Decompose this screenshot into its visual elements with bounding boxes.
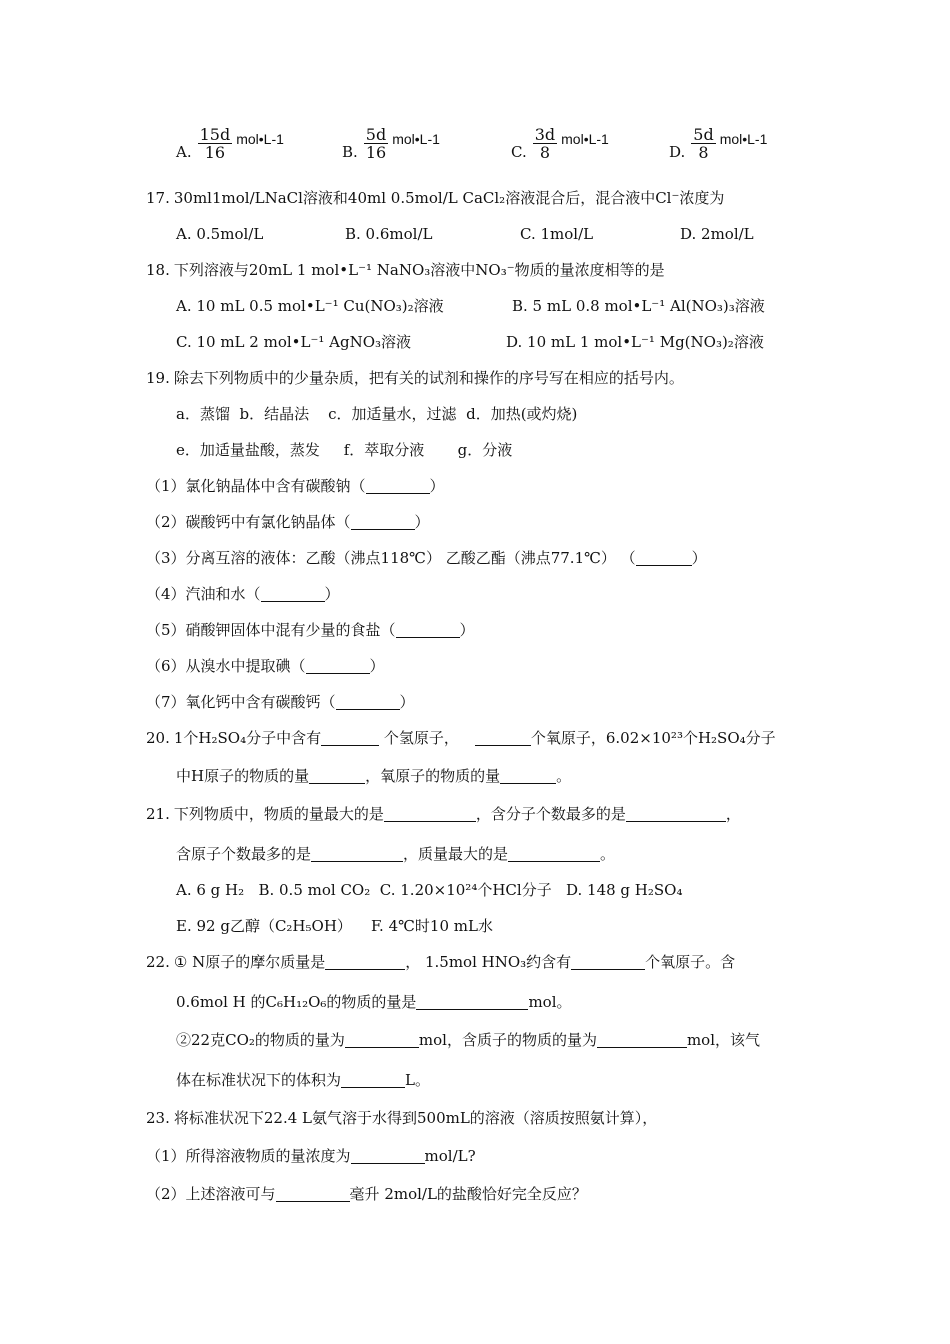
question-text: 0.6mol H 的C₆H₁₂O₆的物质的量是 [176, 993, 417, 1011]
question-text: mol。 [528, 993, 572, 1011]
question-number: 17. [146, 189, 170, 207]
q18-stem [146, 260, 665, 280]
unit: mol•L-1 [392, 131, 440, 147]
q20-line1 [146, 728, 776, 748]
q22-line3 [176, 1030, 760, 1050]
question-number: 20. [146, 729, 170, 747]
answer-blank[interactable] [341, 1072, 405, 1088]
answer-blank[interactable] [261, 586, 325, 602]
q21-options-line1: A. 6 g H₂ B. 0.5 mol CO₂ C. 1.20×10²⁴个HCl分子 D. 148 g H₂SO₄ [176, 881, 683, 899]
q23-sub1 [146, 1146, 476, 1166]
answer-blank[interactable] [500, 768, 556, 784]
unit: mol•L-1 [561, 131, 609, 147]
answer-blank[interactable] [276, 1186, 350, 1202]
item-text: （6）从溴水中提取碘（ [146, 657, 306, 675]
q16-option-d [669, 126, 767, 161]
q19-item-6 [146, 656, 385, 676]
q23-sub2 [146, 1184, 587, 1204]
q21-options-line2: E. 92 g乙醇（C₂H₅OH） F. 4℃时10 mL水 [176, 917, 493, 935]
q19-reagents-line2: e．加适量盐酸，蒸发 f．萃取分液 g．分液 [176, 441, 513, 459]
item-text: （1）氯化钠晶体中含有碳酸钠（ [146, 477, 366, 495]
denominator: 16 [204, 143, 226, 162]
q16-option-c [511, 126, 609, 161]
question-number: 23. [146, 1109, 170, 1127]
q18-option-b: B. 5 mL 0.8 mol•L⁻¹ Al(NO₃)₃溶液 [512, 297, 765, 315]
answer-blank[interactable] [571, 954, 645, 970]
item-text: （7）氧化钙中含有碳酸钙（ [146, 693, 336, 711]
answer-blank[interactable] [311, 846, 403, 862]
question-number: 22. [146, 953, 170, 971]
unit: mol•L-1 [719, 131, 768, 147]
answer-blank[interactable] [345, 1032, 419, 1048]
close-paren: ） [369, 657, 385, 675]
question-number: 19. [146, 369, 170, 387]
fraction [691, 126, 715, 161]
q17-stem [146, 188, 724, 208]
question-text: ，质量最大的是 [403, 845, 509, 863]
answer-blank[interactable] [325, 954, 405, 970]
fraction [198, 126, 233, 161]
numerator: 3d [534, 125, 556, 144]
question-text: 下列溶液与20mL 1 mol•L⁻¹ NaNO₃溶液中NO₃⁻物质的量浓度相等的是 [173, 261, 665, 279]
answer-blank[interactable] [475, 730, 531, 746]
question-text: ②22克CO₂的物质的量为 [176, 1031, 345, 1049]
q18-option-a: A. 10 mL 0.5 mol•L⁻¹ Cu(NO₃)₂溶液 [176, 297, 444, 315]
close-paren: ） [429, 477, 445, 495]
answer-blank[interactable] [351, 514, 415, 530]
q17-option-d: D. 2mol/L [680, 225, 754, 243]
q17-option-c: C. 1mol/L [520, 225, 594, 243]
question-number: 18. [146, 261, 170, 279]
close-paren: ） [324, 585, 340, 603]
q19-item-2 [146, 512, 430, 532]
q16-option-a [176, 126, 284, 161]
q18-option-d: D. 10 mL 1 mol•L⁻¹ Mg(NO₃)₂溶液 [506, 333, 764, 351]
answer-blank[interactable] [597, 1032, 687, 1048]
question-text: mol，含质子的物质的量为 [418, 1031, 597, 1049]
q17-option-b: B. 0.6mol/L [345, 225, 433, 243]
numerator: 15d [199, 125, 231, 144]
denominator: 8 [698, 143, 709, 162]
q19-item-4 [146, 584, 340, 604]
question-text: 个氢原子， [379, 729, 459, 747]
denominator: 16 [365, 143, 387, 162]
option-letter: D. [669, 143, 686, 161]
item-text: （5）硝酸钾固体中混有少量的食盐（ [146, 621, 396, 639]
question-text: 个氧原子。含 [645, 953, 736, 971]
question-text: （2）上述溶液可与 [146, 1185, 276, 1203]
answer-blank[interactable] [396, 622, 460, 638]
question-text: 30ml1mol/LNaCl溶液和40ml 0.5mol/L CaCl₂溶液混合后，混合液中Cl⁻浓度为 [173, 189, 725, 207]
question-text: ， [725, 805, 741, 823]
unit: mol•L-1 [236, 131, 284, 147]
question-text: 体在标准状况下的体积为 [176, 1071, 342, 1089]
question-text: 中H原子的物质的量 [176, 767, 310, 785]
answer-blank[interactable] [416, 994, 528, 1010]
question-text: 。 [600, 845, 616, 863]
q21-line1 [146, 804, 741, 824]
question-text: （1）所得溶液物质的量浓度为 [146, 1147, 351, 1165]
q20-line2 [176, 766, 571, 786]
question-text: mol，该气 [686, 1031, 761, 1049]
fraction [533, 126, 557, 161]
question-text: ， 1.5mol HNO₃约含有 [405, 953, 572, 971]
q21-line2 [176, 844, 615, 864]
answer-blank[interactable] [351, 1148, 425, 1164]
question-text: mol/L? [424, 1147, 476, 1165]
q19-item-7 [146, 692, 415, 712]
close-paren: ） [691, 549, 707, 567]
answer-blank[interactable] [336, 694, 400, 710]
q22-line2 [176, 992, 572, 1012]
q22-line4 [176, 1070, 430, 1090]
item-text: （3）分离互溶的液体：乙酸（沸点118℃） 乙酸乙酯（沸点77.1℃） （ [146, 549, 636, 567]
question-text: 将标准状况下22.4 L氨气溶于水得到500mL的溶液（溶质按照氨计算）， [173, 1109, 658, 1127]
q23-stem [146, 1108, 657, 1128]
q19-reagents-line1: a．蒸馏 b．结晶法 c．加适量水，过滤 d．加热(或灼烧) [176, 405, 578, 423]
question-text: 个氧原子，6.02×10²³个H₂SO₄分子 [530, 729, 776, 747]
q18-option-c: C. 10 mL 2 mol•L⁻¹ AgNO₃溶液 [176, 333, 412, 351]
close-paren: ） [414, 513, 430, 531]
question-number: 21. [146, 805, 170, 823]
q19-stem [146, 368, 684, 388]
answer-blank[interactable] [309, 768, 365, 784]
q19-item-1 [146, 476, 445, 496]
answer-blank[interactable] [636, 550, 692, 566]
q17-option-a: A. 0.5mol/L [176, 225, 264, 243]
question-text: 除去下列物质中的少量杂质，把有关的试剂和操作的序号写在相应的括号内。 [173, 369, 684, 387]
question-text: 。 [556, 767, 572, 785]
question-text: L。 [405, 1071, 430, 1089]
q16-option-b [342, 126, 440, 161]
answer-blank[interactable] [384, 806, 476, 822]
fraction [364, 126, 388, 161]
numerator: 5d [693, 125, 714, 144]
question-text: 含原子个数最多的是 [176, 845, 312, 863]
close-paren: ） [399, 693, 415, 711]
option-letter: A. [176, 143, 192, 161]
q19-item-3 [146, 548, 707, 568]
question-text: 1个H₂SO₄分子中含有 [173, 729, 322, 747]
answer-blank[interactable] [626, 806, 726, 822]
answer-blank[interactable] [306, 658, 370, 674]
numerator: 5d [365, 125, 387, 144]
question-text: ，含分子个数最多的是 [475, 805, 626, 823]
answer-blank[interactable] [508, 846, 600, 862]
question-text: ① N原子的摩尔质量是 [173, 953, 326, 971]
question-text: 下列物质中，物质的量最大的是 [173, 805, 384, 823]
answer-blank[interactable] [366, 478, 430, 494]
item-text: （2）碳酸钙中有氯化钠晶体（ [146, 513, 351, 531]
q22-line1 [146, 952, 735, 972]
denominator: 8 [539, 143, 551, 162]
question-text: ，氧原子的物质的量 [365, 767, 501, 785]
q19-item-5 [146, 620, 475, 640]
item-text: （4）汽油和水（ [146, 585, 261, 603]
option-letter: C. [511, 143, 527, 161]
answer-blank[interactable] [321, 730, 379, 746]
option-letter: B. [342, 143, 358, 161]
close-paren: ） [459, 621, 475, 639]
question-text: 毫升 2mol/L的盐酸恰好完全反应？ [349, 1185, 587, 1203]
